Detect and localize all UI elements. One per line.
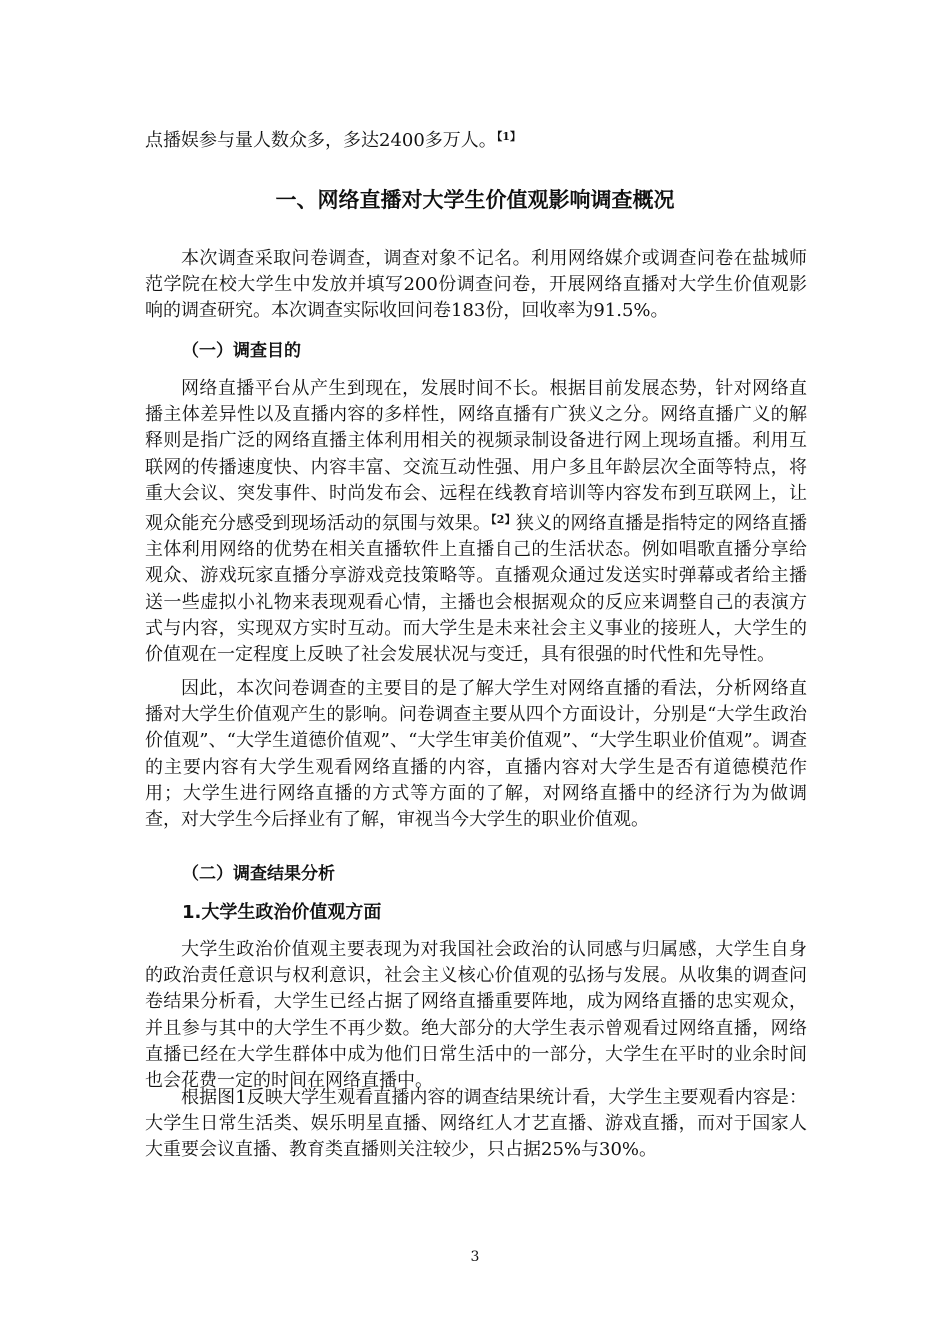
intro-paragraph: 本次调查采取问卷调查，调查对象不记名。利用网络媒介或调查问卷在盐城师范学院在校大学生中发放并填写200份调查问卷，开展网络直播对大学生价值观影响的调查研究。本次调查实际收回问卷183份，回收率为91.5%。 bbox=[145, 248, 807, 322]
purpose-paragraph-2: 因此，本次问卷调查的主要目的是了解大学生对网络直播的看法，分析网络直播对大学生价值观产生的影响。问卷调查主要从四个方面设计，分别是“大学生政治价值观”、“大学生道德价值观”、“大学生审美价值观”、“大学生职业价值观”。调查的主要内容有大学生观看网络直播的内容，直播内容对大学生是否有道德模范作用；大学生进行网络直播的方式等方面的了解，对网络直播中的经济行为为做调查，对大学生今后择业有了解，审视当今大学生的职业价值观。 bbox=[145, 678, 807, 831]
political-heading: 1.大学生政治价值观方面 bbox=[182, 902, 382, 923]
purpose-paragraph-1-part1: 网络直播平台从产生到现在，发展时间不长。根据目前发展态势，针对网络直播主体差异性以及直播内容的多样性，网络直播有广狭义之分。网络直播广义的解释则是指广泛的网络直播主体利用相关的视频录制设备进行网上现场直播。利用互联网的传播速度快、内容丰富、交流互动性强、用户多且年龄层次全面等特点，将重大会议、突发事件、时尚发布会、远程在线教育培训等内容发布到互联网上，让观众能充分感受到现场活动的氛围与效果。 bbox=[145, 378, 807, 535]
section-title: 一、网络直播对大学生价值观影响调查概况 bbox=[275, 188, 675, 212]
purpose-paragraph-1-part2: 狭义的网络直播是指特定的网络直播主体利用网络的优势在相关直播软件上直播自己的生活状态。例如唱歌直播分享给观众、游戏玩家直播分享游戏竞技策略等。直播观众通过发送实时弹幕或者给主播送一些虚拟小礼物来表现观看心情，主播也会根据观众的反应来调整自己的表演方式与内容，实现双方实时互动。而大学生是未来社会主义事业的接班人，大学生的价值观在一定程度上反映了社会发展状况与变迁，具有很强的时代性和先导性。 bbox=[145, 513, 808, 666]
political-paragraph-2: 根据图1反映大学生观看直播内容的调查结果统计看，大学生主要观看内容是：大学生日常生活类、娱乐明星直播、网络红人才艺直播、游戏直播，而对于国家人大重要会议直播、教育类直播则关注较少，只占据25%与30%。 bbox=[145, 1087, 807, 1161]
lead-text: 点播娱参与量人数众多，多达2400多万人。 bbox=[145, 130, 497, 151]
purpose-heading: （一）调查目的 bbox=[182, 341, 301, 361]
purpose-paragraph-1 bbox=[145, 376, 807, 668]
analysis-heading: （二）调查结果分析 bbox=[182, 864, 335, 884]
page-number: 3 bbox=[470, 1249, 480, 1265]
political-paragraph-1: 大学生政治价值观主要表现为对我国社会政治的认同感与归属感，大学生自身的政治责任意识与权利意识，社会主义核心价值观的弘扬与发展。从收集的调查问卷结果分析看，大学生已经占据了网络直播重要阵地，成为网络直播的忠实观众，并且参与其中的大学生不再少数。绝大部分的大学生表示曾观看过网络直播，网络直播已经在大学生群体中成为他们日常生活中的一部分，大学生在平时的业余时间也会花费一定的时间在网络直播中。 bbox=[145, 939, 807, 1092]
citation-1: 【1】 bbox=[496, 130, 521, 143]
citation-2: 【2】 bbox=[491, 513, 516, 527]
lead-line bbox=[145, 124, 807, 154]
